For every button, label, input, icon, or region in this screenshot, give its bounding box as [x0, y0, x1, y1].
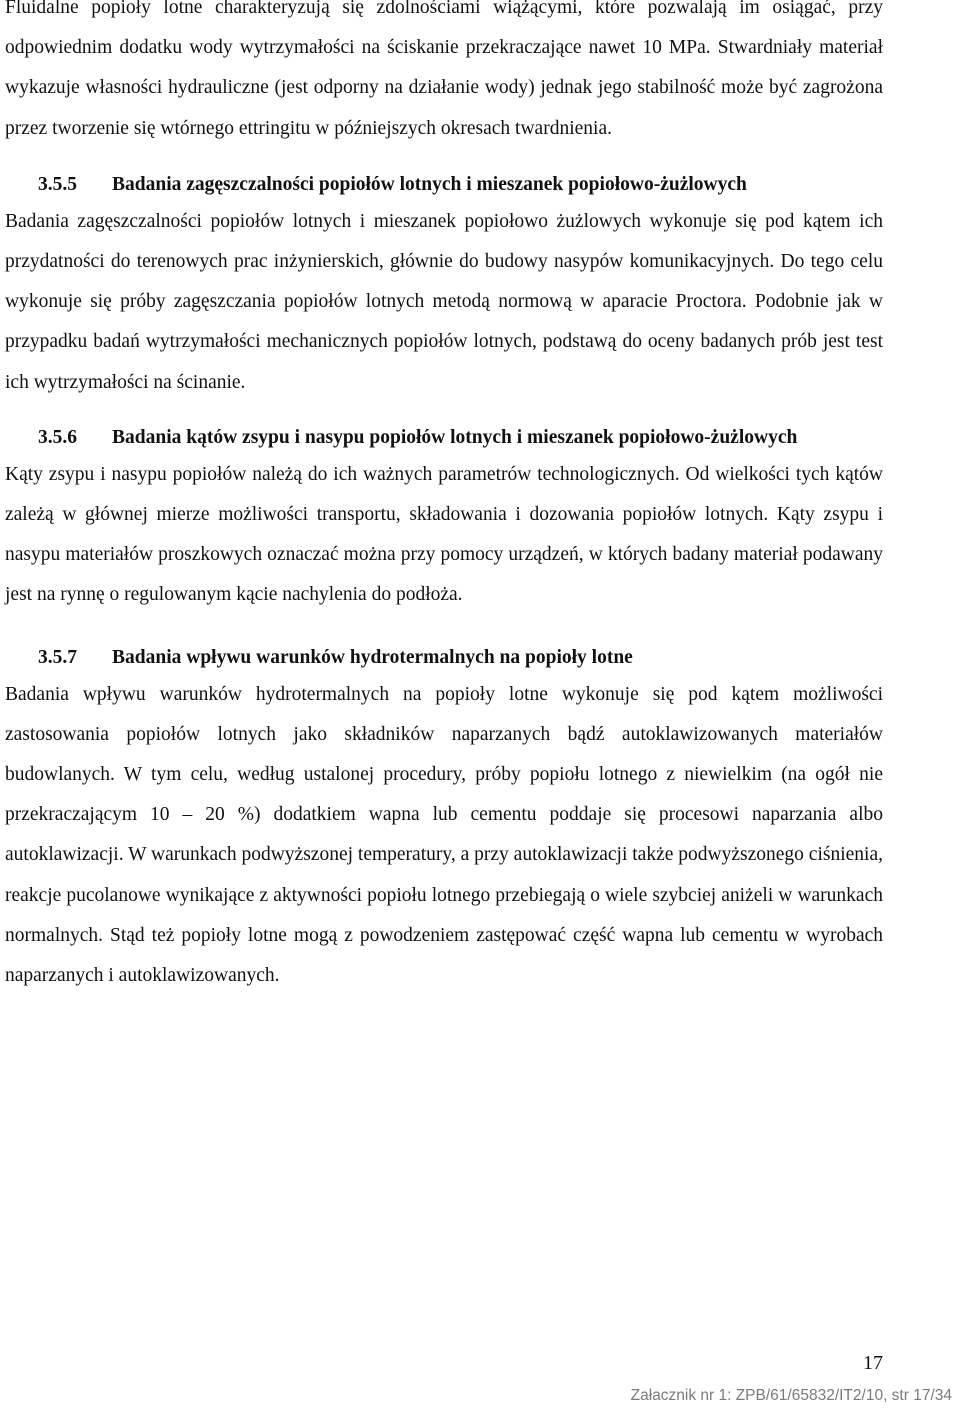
section-body: Badania wpływu warunków hydrotermalnych na popioły lotne wykonuje się pod kątem możliwości zastosowania popiołów lotnych jako składników naparzanych bądź autoklawizowanych materiałów budowlanych. W tym celu, według ustalonej procedury, próby popiołu lotnego z niewielkim (na ogół nie przekraczającym 10 – 20 %) dodatkiem wapna lub cementu poddaje się procesowi naparzania albo autoklawizacji. W warunkach podwyższonej temperatury, a przy autoklawizacji także podwyższonego ciśnienia, reakcje pucolanowe wynikające z aktywności popiołu lotnego przebiegają o wiele szybciej aniżeli w warunkach normalnych. Stąd też popioły lotne mogą z powodzeniem zastępować część wapna lub cementu w wyrobach naparzanych i autoklawizowanych. — [5, 683, 883, 987]
section-3-5-5 — [5, 171, 883, 403]
section-number: 3.5.5 — [38, 173, 77, 195]
page-number: 17 — [863, 1352, 883, 1374]
section-heading — [5, 424, 883, 451]
section-title: Badania kątów zsypu i nasypu popiołów lotnych i mieszanek popiołowo-żużlowych — [112, 426, 798, 448]
section-heading — [5, 644, 883, 671]
section-body: Kąty zsypu i nasypu popiołów należą do ich ważnych parametrów technologicznych. Od wielkości tych kątów zależą w głównej mierze możliwości transportu, składowania i dozowania popiołów lotnych. Kąty zsypu i nasypu materiałów proszkowych oznaczać można przy pomocy urządzeń, w których badany materiał podawany jest na rynnę o regulowanym kącie nachylenia do podłoża. — [5, 463, 883, 606]
section-body: Badania zagęszczalności popiołów lotnych i mieszanek popiołowo żużlowych wykonuje się pod kątem ich przydatności do terenowych prac inżynierskich, głównie do budowy nasypów komunikacyjnych. Do tego celu wykonuje się próby zagęszczania popiołów lotnych metodą normową w aparacie Proctora. Podobnie jak w przypadku badań wytrzymałości mechanicznych popiołów lotnych, podstawą do oceny badanych prób jest test ich wytrzymałości na ścinanie. — [5, 210, 883, 393]
section-title: Badania zagęszczalności popiołów lotnych i mieszanek popiołowo-żużlowych — [112, 173, 747, 195]
section-number: 3.5.7 — [38, 646, 77, 668]
document-content — [5, 0, 883, 996]
section-3-5-7 — [5, 644, 883, 997]
section-number: 3.5.6 — [38, 426, 77, 448]
page-footer: Załacznik nr 1: ZPB/61/65832/IT2/10, str 17/34 — [630, 1387, 952, 1404]
section-3-5-6 — [5, 424, 883, 616]
section-title: Badania wpływu warunków hydrotermalnych na popioły lotne — [112, 646, 633, 668]
section-heading — [5, 171, 883, 198]
intro-paragraph: Fluidalne popioły lotne charakteryzują się zdolnościami wiążącymi, które pozwalają im osiągać, przy odpowiednim dodatku wody wytrzymałości na ściskanie przekraczające nawet 10 MPa. Stwardniały materiał wykazuje własności hydrauliczne (jest odporny na działanie wody) jednak jego stabilność może być zagrożona przez tworzenie się wtórnego ettringitu w późniejszych okresach twardnienia. — [5, 0, 883, 139]
